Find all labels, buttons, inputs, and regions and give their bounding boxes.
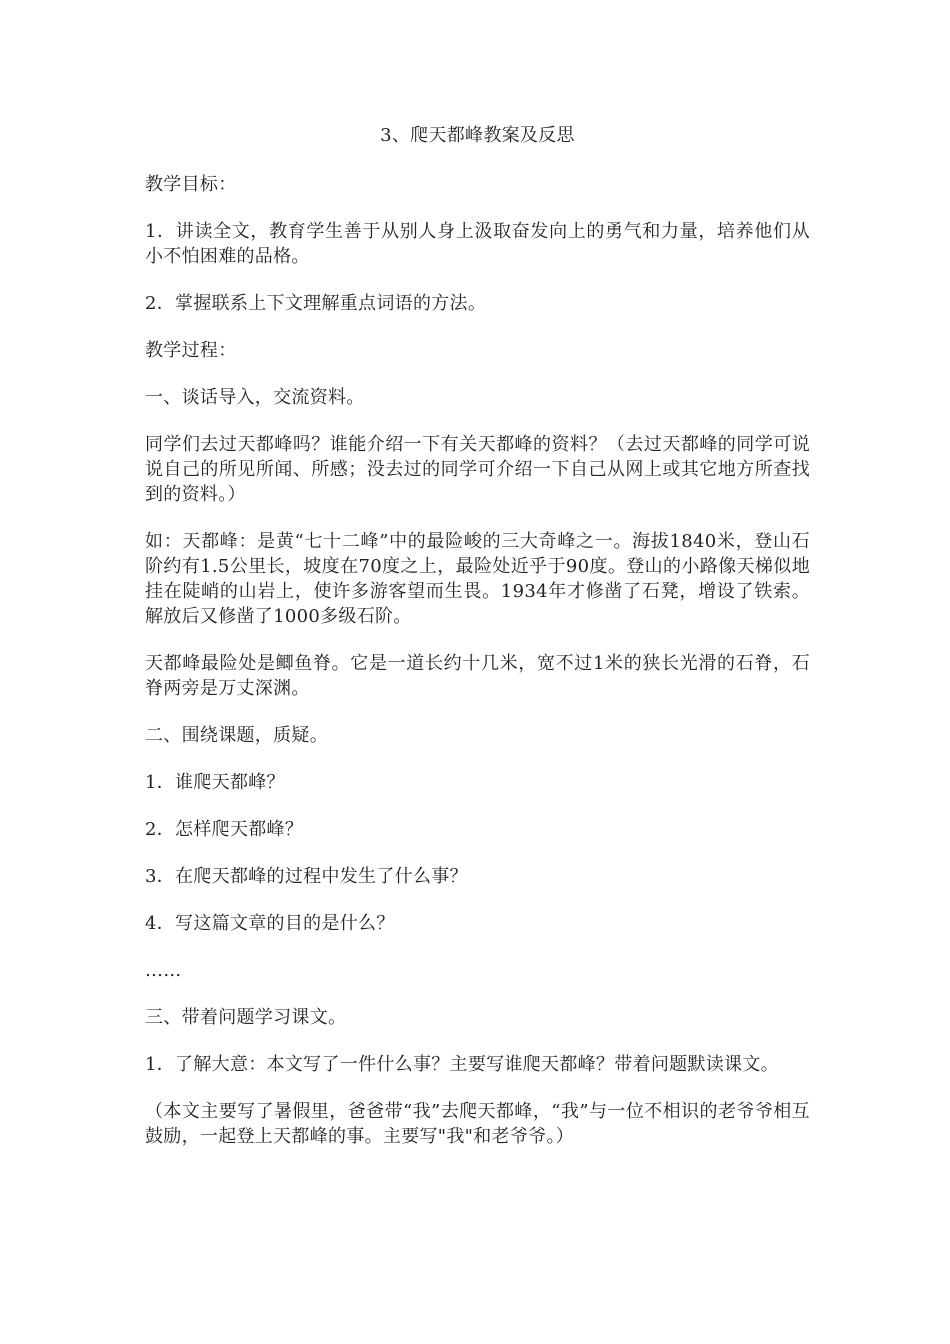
ellipsis: …… [145,960,182,981]
objective-1: 1．讲读全文，教育学生善于从别人身上汲取奋发向上的勇气和力量，培养他们从小不怕困难的品格。 [145,221,810,267]
question-4: 4．写这篇文章的目的是什么？ [145,913,395,934]
question-1: 1．谁爬天都峰？ [145,772,285,793]
tiandu-peak-info: 如：天都峰：是黄“七十二峰”中的最险峻的三大奇峰之一。海拔1840米，登山石阶约有1.5公里长，坡度在70度之上，最险处近乎于90度。登山的小路像天梯似地挂在陡峭的山岩上，使许多游客望而生畏。1934年才修凿了石凳，增设了铁索。解放后又修凿了1000多级石阶。 [145,531,810,627]
document-title: 3、爬天都峰教案及反思 [380,125,575,146]
jiyuji-info: 天都峰最险处是鲫鱼脊。它是一道长约十几米，宽不过1米的狭长光滑的石脊，石脊两旁是万丈深渊。 [145,653,810,699]
step-1-intro: 同学们去过天都峰吗？谁能介绍一下有关天都峰的资料？（去过天都峰的同学可说说自己的所见所闻、所感；没去过的同学可介绍一下自己从网上或其它地方所查找到的资料。） [145,434,810,505]
step-3-item-1-answer: （本文主要写了暑假里，爸爸带“我”去爬天都峰，“我”与一位不相识的老爷爷相互鼓励，一起登上天都峰的事。主要写"我"和老爷爷。） [145,1101,810,1147]
step-3-heading: 三、带着问题学习课文。 [145,1007,347,1028]
step-3-item-1: 1．了解大意：本文写了一件什么事？主要写谁爬天都峰？带着问题默读课文。 [145,1054,779,1075]
section-heading-objectives: 教学目标： [145,174,237,195]
step-2-heading: 二、围绕课题，质疑。 [145,725,328,746]
step-1-heading: 一、谈话导入，交流资料。 [145,387,365,408]
objective-2: 2．掌握联系上下文理解重点词语的方法。 [145,293,487,314]
document-page [145,123,810,1171]
question-3: 3．在爬天都峰的过程中发生了什么事？ [145,866,468,887]
section-heading-process: 教学过程： [145,340,237,361]
question-2: 2．怎样爬天都峰？ [145,819,304,840]
